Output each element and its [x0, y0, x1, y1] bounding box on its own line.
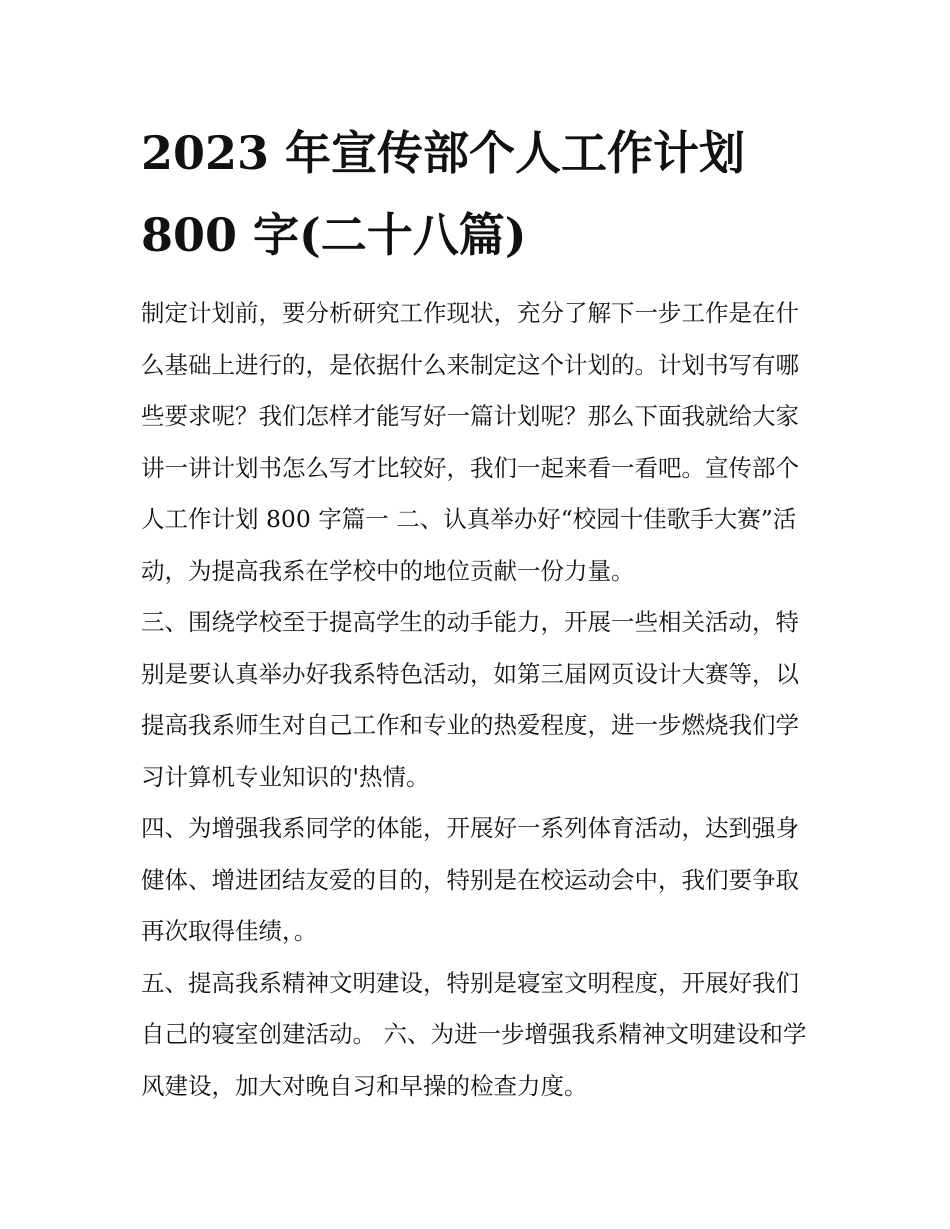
paragraph-3: 三、围绕学校至于提高学生的动手能力，开展一些相关活动，特别是要认真举办好我系特色活动，如第三届网页设计大赛等，以提高我系师生对自己工作和专业的热爱程度，进一步燃烧我们学习计算机专业知识的'热情。 [141, 608, 799, 791]
paragraph-5: 五、提高我系精神文明建设，特别是寝室文明程度，开展好我们自己的寝室创建活动。 六、为进一步增强我系精神文明建设和学风建设，加大对晚自习和早操的检查力度。 [141, 968, 807, 1100]
title-line-2: 800 字(二十八篇) [141, 208, 527, 262]
paragraph-intro: 制定计划前，要分析研究工作现状，充分了解下一步工作是在什么基础上进行的，是依据什么来制定这个计划的。计划书写有哪些要求呢？我们怎样才能写好一篇计划呢？那么下面我就给大家讲一讲计划书怎么写才比较好，我们一起来看一看吧。宣传部个人工作计划 800 字篇一 二、认真举办好“校园十佳歌手大赛”活动，为提高我系在学校中的地位贡献一份力量。 [141, 299, 799, 585]
document-body [141, 288, 821, 1112]
document-page [141, 112, 821, 1112]
paragraph-4: 四、为增强我系同学的体能，开展好一系列体育活动，达到强身健体、增进团结友爱的目的，特别是在校运动会中，我们要争取再次取得佳绩，。 [141, 814, 799, 945]
title-line-1: 2023 年宣传部个人工作计划 [141, 126, 746, 180]
document-title [141, 112, 821, 276]
